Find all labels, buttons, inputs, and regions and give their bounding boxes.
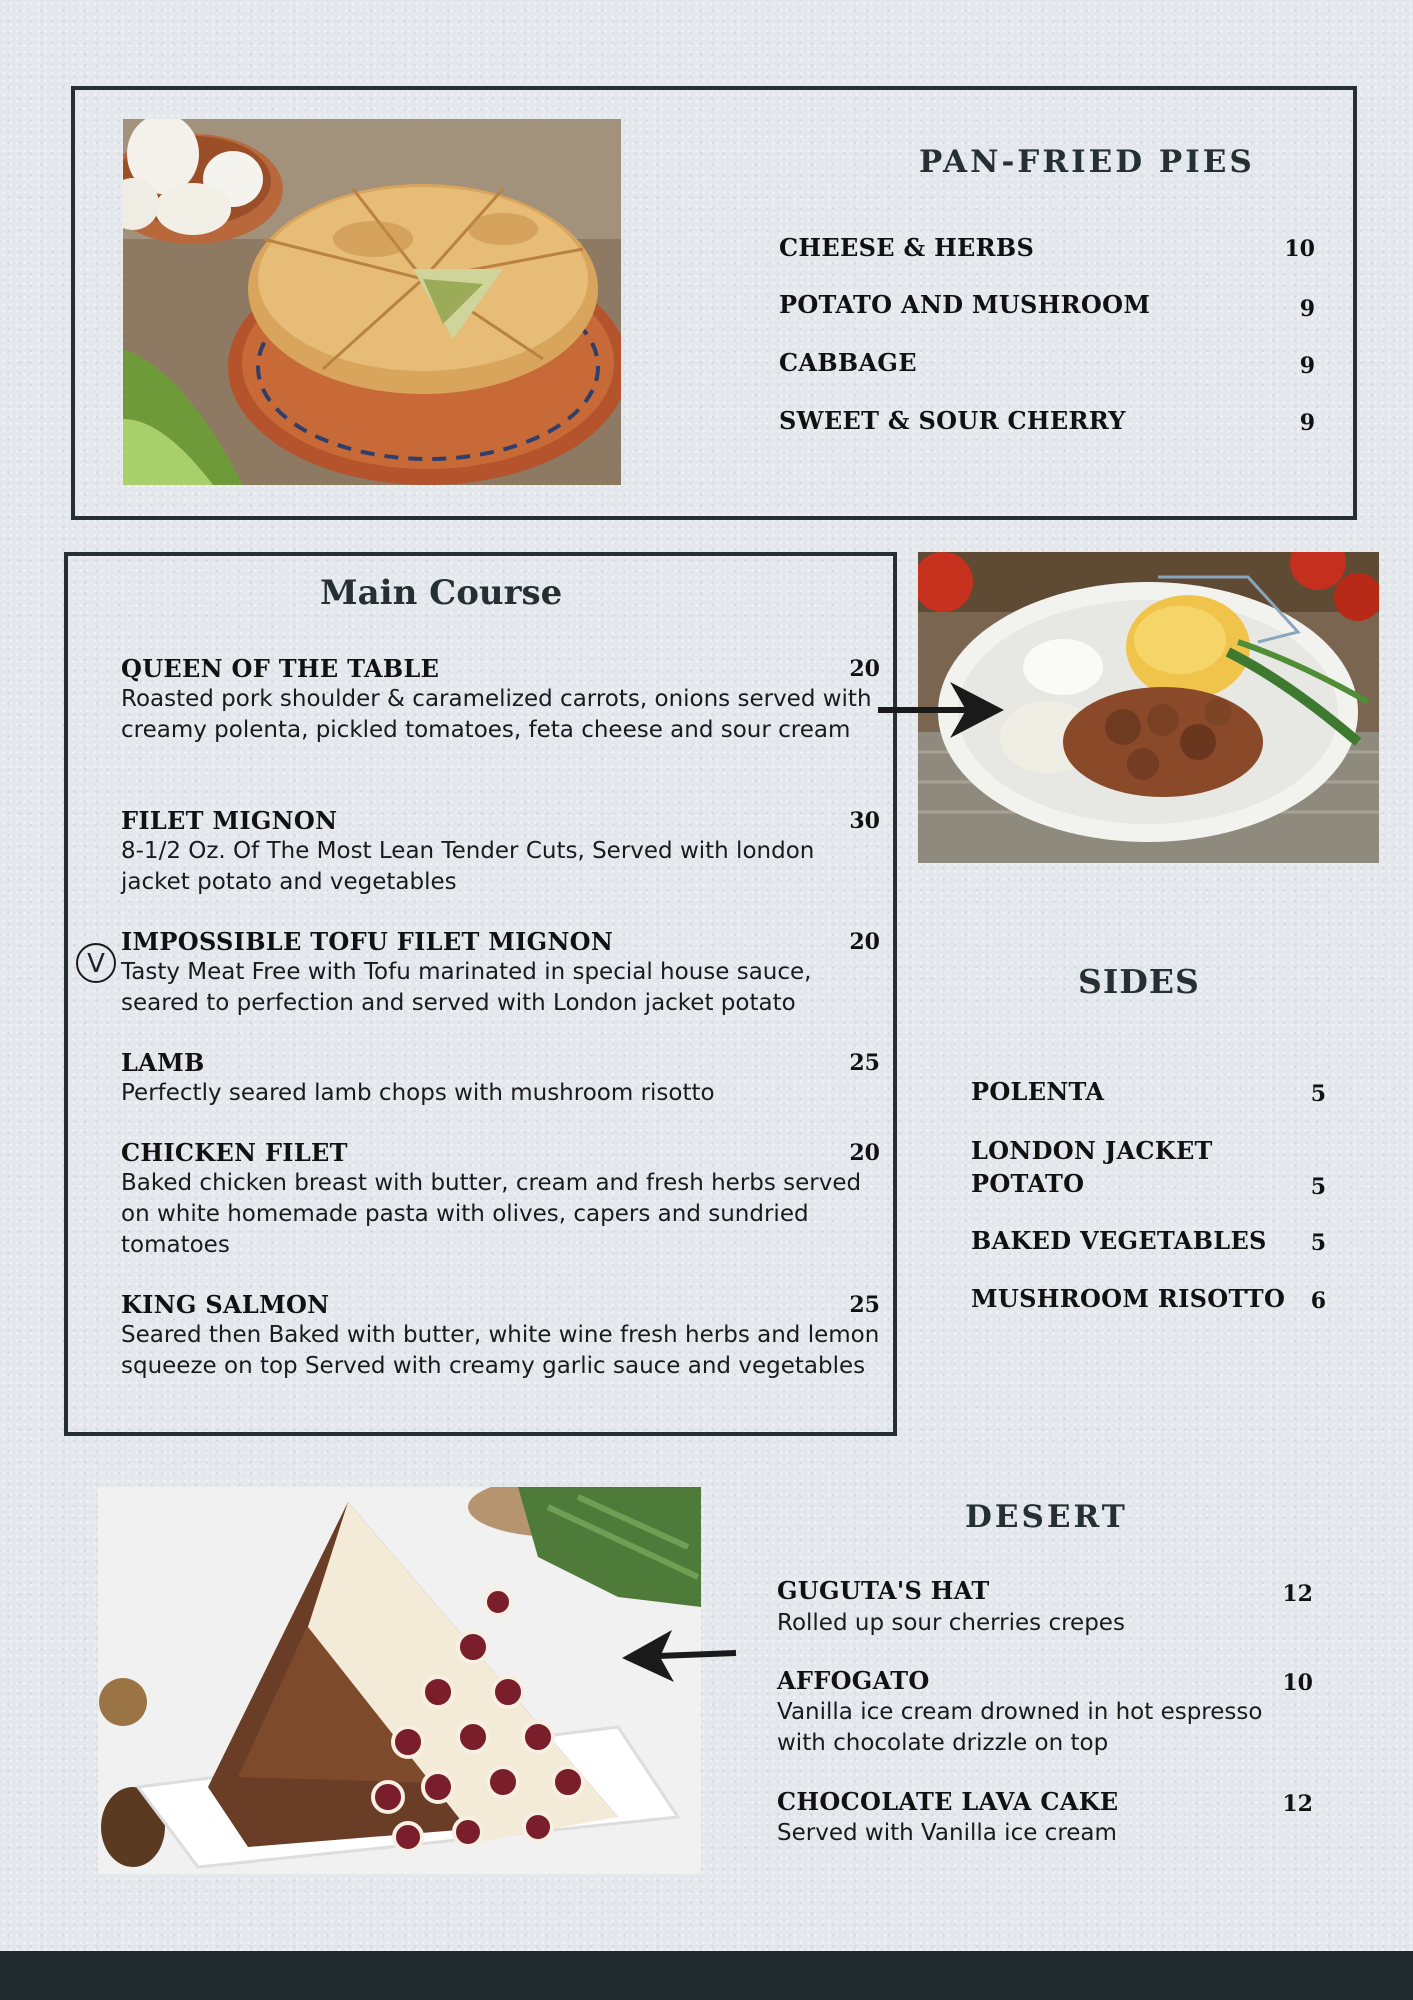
pie-name: SWEET & SOUR CHERRY [779, 406, 1126, 435]
main-item-description: Tasty Meat Free with Tofu marinated in special house sauce, seared to perfection and served with London jacket potato [121, 959, 812, 1016]
side-name: MUSHROOM RISOTTO [971, 1284, 1286, 1313]
pie-name: POTATO AND MUSHROOM [779, 290, 1151, 319]
main-item-price: 20 [849, 656, 880, 682]
desert-item-price: 10 [1282, 1670, 1313, 1696]
pies-photo [123, 119, 621, 485]
main-item-price: 25 [849, 1050, 880, 1076]
desert-item-name: CHOCOLATE LAVA CAKE [777, 1787, 1119, 1816]
desert-item-name: GUGUTA'S HAT [777, 1576, 990, 1605]
main-item-name: LAMB [121, 1048, 205, 1077]
desert-item-price: 12 [1282, 1791, 1313, 1817]
footer-bar [0, 1951, 1413, 2000]
desert-title: DESERT [965, 1499, 1128, 1535]
side-name: POLENTA [971, 1077, 1105, 1106]
desert-photo [98, 1487, 701, 1874]
main-item-price: 25 [849, 1292, 880, 1318]
arrow-right-icon [878, 680, 1008, 740]
desert-item-description: Vanilla ice cream drowned in hot espresso with chocolate drizzle on top [777, 1699, 1263, 1756]
main-item-description: Baked chicken breast with butter, cream and fresh herbs served on white homemade pasta with olives, capers and sundried tomatoes [121, 1170, 862, 1258]
main-item-price: 20 [849, 929, 880, 955]
vegetarian-icon [76, 943, 116, 983]
pie-name: CHEESE & HERBS [779, 233, 1035, 262]
main-item-description: Seared then Baked with butter, white wine fresh herbs and lemon squeeze on top Served with creamy garlic sauce and vegetables [121, 1322, 880, 1379]
main-item-name: QUEEN OF THE TABLE [121, 654, 440, 683]
main-item-description: 8-1/2 Oz. Of The Most Lean Tender Cuts, Served with london jacket potato and vegetables [121, 838, 815, 895]
pie-price: 9 [1299, 410, 1315, 436]
side-price: 6 [1310, 1288, 1326, 1314]
desert-item-price: 12 [1282, 1581, 1313, 1607]
vegetarian-mark: V [87, 949, 105, 979]
main-item-description: Roasted pork shoulder & caramelized carrots, onions served with creamy polenta, pickled tomatoes, feta cheese and sour cream [121, 686, 872, 743]
main-item-price: 20 [849, 1140, 880, 1166]
side-price: 5 [1310, 1081, 1326, 1107]
pie-price: 9 [1299, 353, 1315, 379]
main-item-description: Perfectly seared lamb chops with mushroom risotto [121, 1080, 715, 1106]
main-item-name: KING SALMON [121, 1290, 330, 1319]
main-item-name: CHICKEN FILET [121, 1138, 348, 1167]
pie-name: CABBAGE [779, 348, 917, 377]
side-price: 5 [1310, 1230, 1326, 1256]
side-name: BAKED VEGETABLES [971, 1226, 1267, 1255]
pie-price: 10 [1284, 236, 1315, 262]
pies-title: PAN-FRIED PIES [919, 144, 1255, 180]
desert-item-description: Served with Vanilla ice cream [777, 1820, 1117, 1846]
sides-title: SIDES [1078, 962, 1200, 1001]
desert-item-description: Rolled up sour cherries crepes [777, 1610, 1125, 1636]
main-item-name: FILET MIGNON [121, 806, 338, 835]
main-item-name: IMPOSSIBLE TOFU FILET MIGNON [121, 927, 614, 956]
main-course-title: Main Course [320, 573, 563, 613]
pie-price: 9 [1299, 296, 1315, 322]
side-name: LONDON JACKET POTATO [971, 1136, 1213, 1198]
main-item-price: 30 [849, 808, 880, 834]
arrow-left-icon [618, 1628, 738, 1684]
side-price: 5 [1310, 1174, 1326, 1200]
desert-item-name: AFFOGATO [777, 1666, 930, 1695]
